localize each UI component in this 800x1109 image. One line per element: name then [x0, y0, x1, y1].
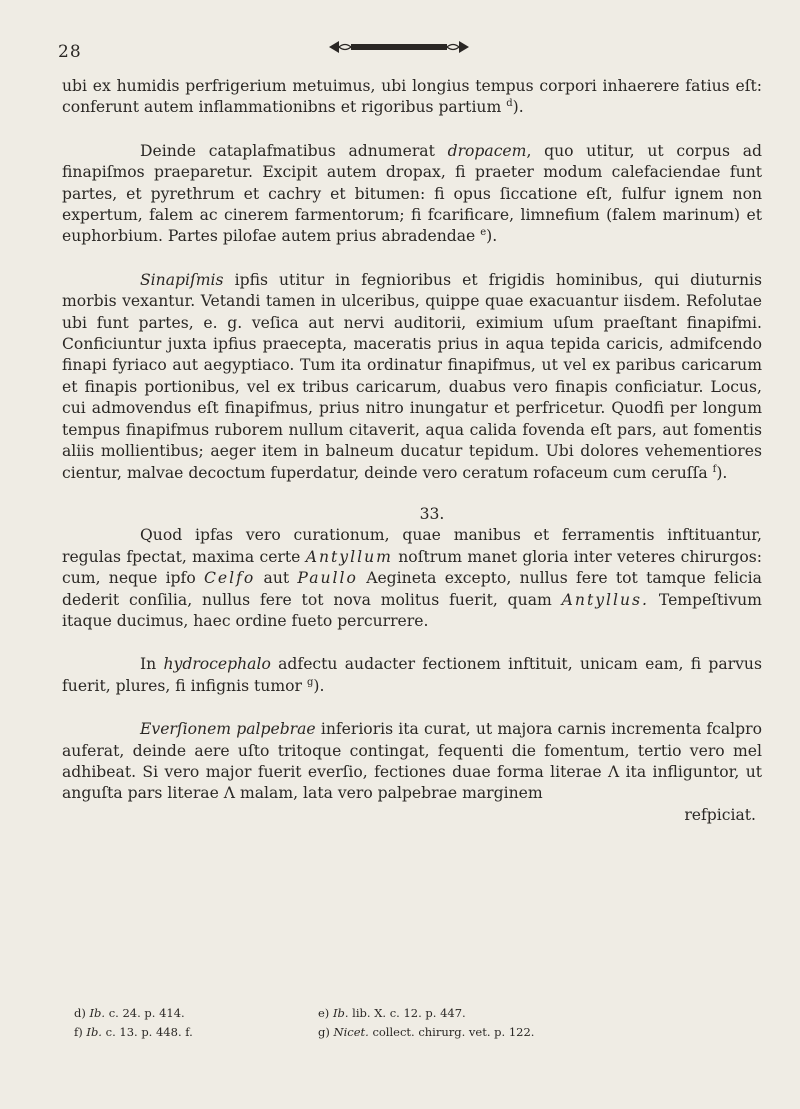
paragraph-antyllus: Quod ipfas vero curationum, quae manibus et ferramentis inftituantur, regulas fpectat, maxima certe Antyllum noſtrum manet gloria inter veteres chirurgos: cum, neque ipfo Celfo aut Paullo Aegineta excepto, nullus fere tot tamque felicia dederit conſilia, nullus fere tot nova molitus fuerit, quam Antyllus. Tempeſtivum itaque ducimus, haec ordine fueto percurrere. [62, 526, 762, 630]
paragraph-hydrocephalus: In hydrocephalo adfectu audacter fectionem inftituit, unicam eam, fi parvus fuerit, plures, fi infignis tumor $^g$). [62, 655, 762, 695]
footnotes [74, 1004, 714, 1042]
footnote-row [74, 1004, 714, 1023]
footnote-f: f) Ib. c. 13. p. 448. f. [74, 1025, 193, 1039]
footnote-row [74, 1023, 714, 1042]
footnote-g: g) Nicet. collect. chirurg. vet. p. 122. [318, 1025, 535, 1039]
paragraph-cataplasmata: Deinde cataplafmatibus adnumerat dropacem, quo utitur, ut corpus ad finapiſmos praeparetur. Excipit autem dropax, fi praeter modum calefaciendae funt partes, et pyrethrum et cachry et bitumen: fi opus ſiccatione eſt, fulfur ignem non expertum, falem ac cinerem farmentorum; fi fcarificare, limnefium (falem marinum) et euphorbium. Partes pilofae autem prius abradendae $^e$). [62, 141, 762, 246]
footnote-e: e) Ib. lib. X. c. 12. p. 447. [318, 1006, 466, 1020]
paragraph-0: ubi ex humidis perfrigerium metuimus, ubi longius tempus corpori inhaerere fatius eſt: conferunt autem inflammationibns et rigoribus partium $^d$). [62, 77, 762, 117]
section-number: 33. [419, 504, 445, 523]
paragraph-eversio: Everſionem palpebrae inferioris ita curat, ut majora carnis incrementa fcalpro auferat, deinde aere uſto tritoque contingat, fequenti die fomentum, tertio vero mel adhibeat. Si vero major fuerit everſio, fectiones duae forma literae Λ ita infliguntor, ut anguſta pars literae Λ malam, lata vero palpebrae marginem [62, 720, 762, 803]
main-text [62, 76, 762, 826]
catchword: refpiciat. [684, 805, 756, 824]
footnote-d: d) Ib. c. 24. p. 414. [74, 1006, 185, 1020]
paragraph-sinapismi: Sinapiſmis ipfis utitur in fegnioribus et frigidis hominibus, qui diuturnis morbis vexantur. Vetandi tamen in ulceribus, quippe quae exacuantur iisdem. Refolutae ubi funt partes, e. g. veſica aut nervi auditorii, eximium uſum praeſtant finapifmi. Conficiuntur juxta ipfius praecepta, maceratis prius in aqua tepida caricis, admifcendo finapi fyriaco aut aegyptiaco. Tum ita ordinatur finapifmus, ut vel ex paribus caricarum et finapis portionibus, vel ex tribus caricarum, duabus vero finapis conficiatur. Locus, cui admovendus eſt finapifmus, prius nitro inungatur et perfricetur. Quodfi per longum tempus finapifmus ruborem nullum citaverit, aqua calida fovenda eſt pars, aut fomentis aliis mollientibus; aeger item in balneum ducatur tepidum. Ubi dolores vehementiores cientur, malvae decoctum fuperdatur, deinde vero ceratum rofaceum cum ceruſſa $^f$). [62, 270, 762, 482]
header-ornament-icon [325, 38, 473, 56]
page-number: 28 [58, 42, 82, 62]
